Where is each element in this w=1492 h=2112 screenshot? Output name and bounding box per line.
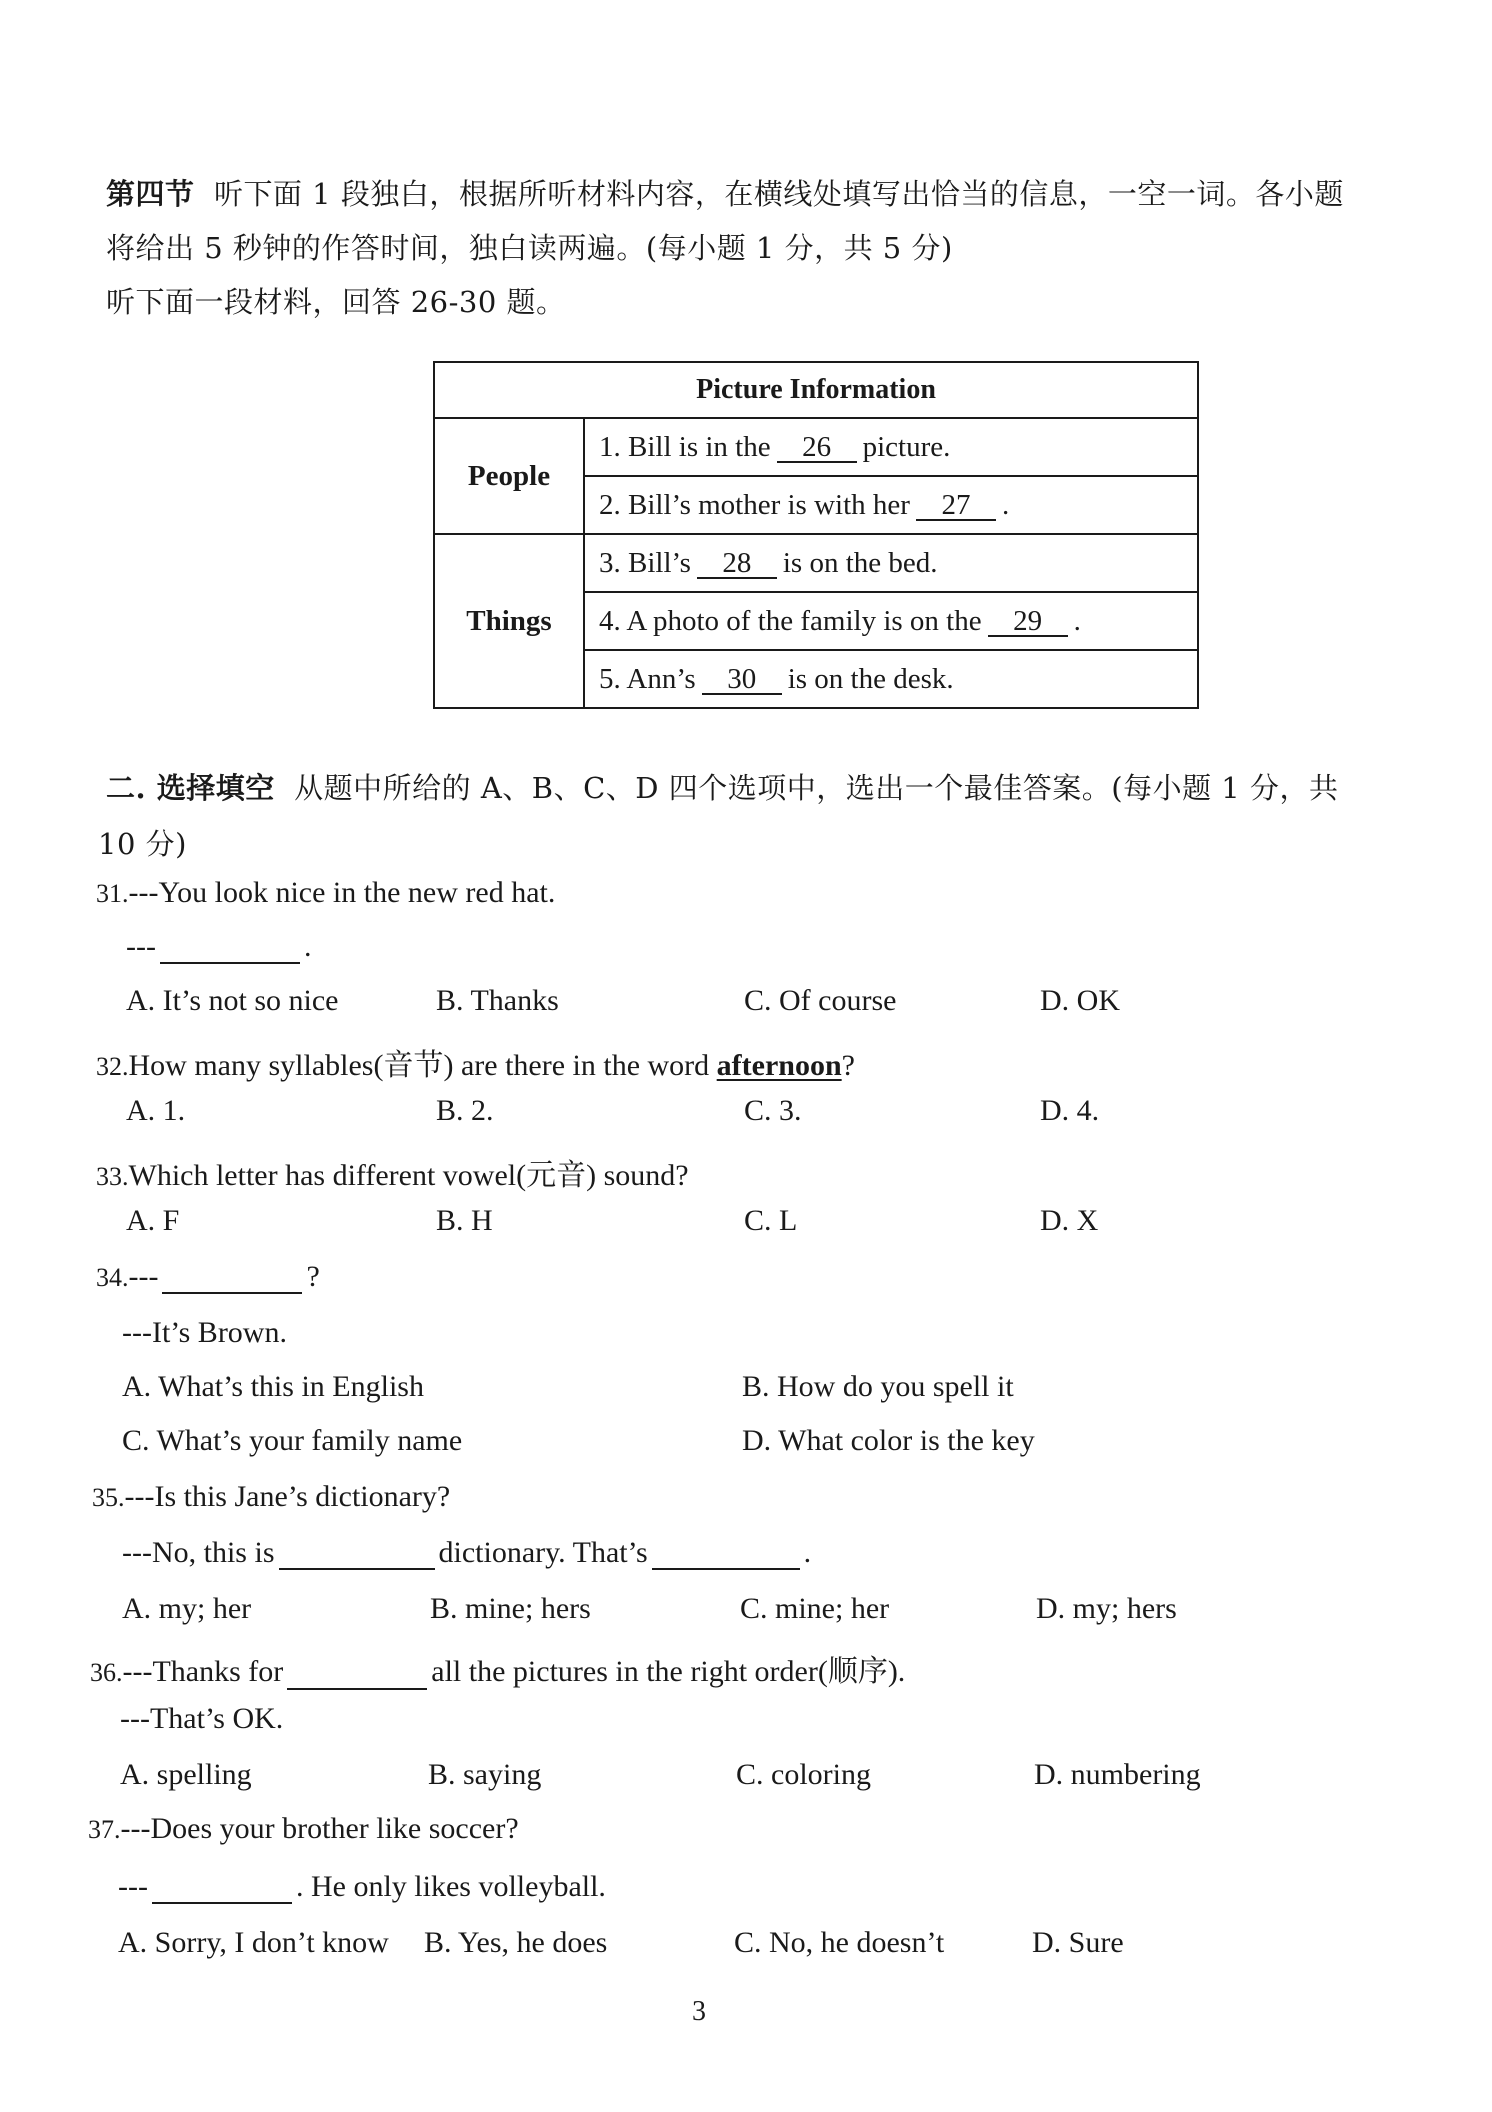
listen-prompt: 听下面一段材料，回答 26-30 题。 xyxy=(106,285,566,319)
option-c: C. coloring xyxy=(736,1758,871,1791)
group-label-things: Things xyxy=(434,534,584,708)
question-number: 34. xyxy=(96,1263,129,1292)
question-33 xyxy=(96,1150,689,1194)
option-b: B. mine; hers xyxy=(430,1592,591,1625)
question-text: ---Thanks for xyxy=(122,1655,284,1688)
question-text-end: all the pictures in the right order(顺序). xyxy=(431,1655,906,1688)
option-d: D. 4. xyxy=(1040,1094,1100,1127)
option-b: B. Thanks xyxy=(436,984,559,1017)
answer-blank: 26 xyxy=(777,433,857,463)
row-prefix: 2. Bill’s mother is with her xyxy=(599,488,910,521)
answer-blank: 27 xyxy=(916,491,996,521)
question-text: ---Is this Jane’s dictionary? xyxy=(124,1480,451,1513)
page-number: 3 xyxy=(692,1996,706,2027)
question-34-reply: ---It’s Brown. xyxy=(122,1316,287,1349)
reply-part: . xyxy=(803,1536,812,1569)
reply-suffix: . xyxy=(303,930,312,963)
answer-blank xyxy=(152,1872,292,1904)
answer-blank xyxy=(160,932,300,964)
option-c: C. What’s your family name xyxy=(122,1424,463,1457)
answer-blank: 29 xyxy=(988,607,1068,637)
table-row xyxy=(584,418,1198,476)
keyword: afternoon xyxy=(716,1049,842,1082)
question-32 xyxy=(96,1040,855,1084)
option-c: C. No, he doesn’t xyxy=(734,1926,945,1959)
question-number: 35. xyxy=(92,1483,125,1512)
question-prefix: --- xyxy=(128,1260,159,1293)
option-a: A. 1. xyxy=(126,1094,186,1127)
row-suffix: . xyxy=(1073,604,1081,637)
question-text: How many syllables(音节) are there in the word xyxy=(128,1049,717,1082)
option-d: D. OK xyxy=(1040,984,1120,1017)
option-a: A. my; her xyxy=(122,1592,252,1625)
row-prefix: 3. Bill’s xyxy=(599,546,691,579)
question-text: Which letter has different vowel(元音) sound? xyxy=(128,1159,689,1192)
option-a: A. It’s not so nice xyxy=(126,984,339,1017)
reply-part: ---No, this is xyxy=(122,1536,275,1569)
answer-blank xyxy=(279,1538,435,1570)
question-34 xyxy=(96,1260,320,1294)
option-a: A. Sorry, I don’t know xyxy=(118,1926,389,1959)
section4-instruction-text: 听下面 1 段独白，根据所听材料内容，在横线处填写出恰当的信息，一空一词。各小题 xyxy=(213,177,1344,211)
option-b: B. H xyxy=(436,1204,493,1237)
table-row xyxy=(584,476,1198,534)
answer-blank: 28 xyxy=(697,549,777,579)
table-row xyxy=(584,592,1198,650)
question-number: 37. xyxy=(88,1815,121,1844)
reply-prefix: --- xyxy=(118,1870,148,1903)
section2-instruction-line1 xyxy=(106,766,1338,807)
question-31 xyxy=(96,876,555,910)
option-d: D. Sure xyxy=(1032,1926,1124,1959)
row-prefix: 5. Ann’s xyxy=(599,662,696,695)
section2-heading: 二. 选择填空 xyxy=(106,771,275,805)
question-number: 33. xyxy=(96,1162,129,1191)
reply-part: dictionary. That’s xyxy=(438,1536,648,1569)
question-number: 36. xyxy=(90,1658,123,1687)
option-c: C. 3. xyxy=(744,1094,802,1127)
row-prefix: 4. A photo of the family is on the xyxy=(599,604,982,637)
reply-prefix: --- xyxy=(126,930,156,963)
question-31-reply xyxy=(126,930,311,964)
option-d: D. What color is the key xyxy=(742,1424,1035,1457)
row-suffix: is on the bed. xyxy=(782,546,938,579)
question-text: ---Does your brother like soccer? xyxy=(120,1812,519,1845)
group-label-people: People xyxy=(434,418,584,534)
question-text-end: ? xyxy=(841,1049,855,1082)
option-d: D. numbering xyxy=(1034,1758,1201,1791)
table-row xyxy=(584,650,1198,708)
question-37-reply xyxy=(118,1870,606,1904)
option-d: D. my; hers xyxy=(1036,1592,1177,1625)
section2-instruction-line2: 10 分) xyxy=(98,827,187,861)
option-d: D. X xyxy=(1040,1204,1099,1237)
question-number: 32. xyxy=(96,1052,129,1081)
table-row xyxy=(584,534,1198,592)
row-suffix: . xyxy=(1001,488,1010,521)
answer-blank xyxy=(162,1262,302,1294)
question-number: 31. xyxy=(96,879,129,908)
row-prefix: 1. Bill is in the xyxy=(599,430,771,463)
answer-blank: 30 xyxy=(702,665,782,695)
question-36-reply: ---That’s OK. xyxy=(120,1702,284,1735)
option-a: A. What’s this in English xyxy=(122,1370,424,1403)
row-suffix: is on the desk. xyxy=(787,662,954,695)
question-suffix: ? xyxy=(306,1260,320,1293)
row-suffix: picture. xyxy=(862,430,951,463)
option-a: A. F xyxy=(126,1204,180,1237)
section4-instruction-line2: 将给出 5 秒钟的作答时间，独白读两遍。(每小题 1 分，共 5 分) xyxy=(106,231,953,265)
question-35-reply xyxy=(122,1536,811,1570)
question-36 xyxy=(90,1646,905,1690)
option-b: B. 2. xyxy=(436,1094,494,1127)
option-a: A. spelling xyxy=(120,1758,252,1791)
question-35 xyxy=(92,1480,450,1514)
option-c: C. Of course xyxy=(744,984,897,1017)
option-c: C. L xyxy=(744,1204,798,1237)
question-text: ---You look nice in the new red hat. xyxy=(128,876,556,909)
section2-instruction-text: 从题中所给的 A、B、C、D 四个选项中，选出一个最佳答案。(每小题 1 分，共 xyxy=(294,771,1339,805)
question-37 xyxy=(88,1812,519,1846)
section4-heading: 第四节 xyxy=(106,177,195,211)
option-b: B. saying xyxy=(428,1758,542,1791)
picture-information-table xyxy=(433,361,1199,709)
answer-blank xyxy=(652,1538,800,1570)
table-title: Picture Information xyxy=(434,362,1198,418)
option-b: B. How do you spell it xyxy=(742,1370,1014,1403)
reply-suffix: . He only likes volleyball. xyxy=(295,1870,606,1903)
answer-blank xyxy=(287,1658,427,1690)
option-b: B. Yes, he does xyxy=(424,1926,608,1959)
section4-instruction-line1 xyxy=(106,172,1344,213)
option-c: C. mine; her xyxy=(740,1592,890,1625)
